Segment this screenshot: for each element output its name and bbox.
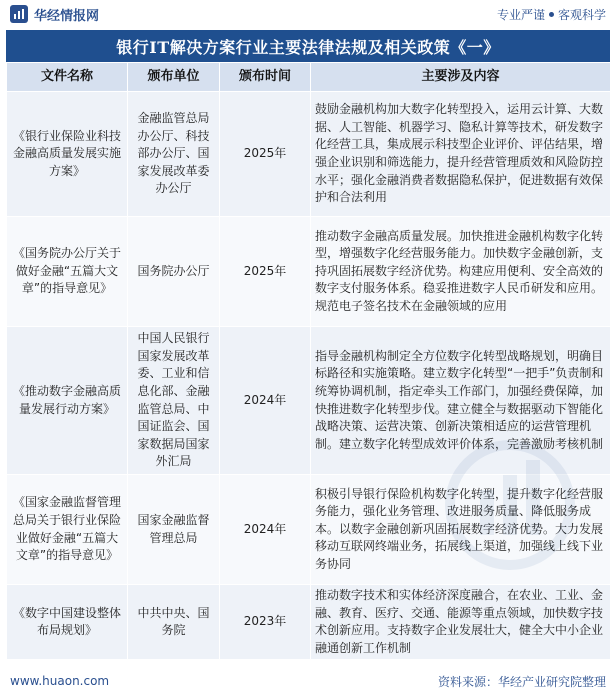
- column-header-issuer: 颁布单位: [128, 63, 220, 92]
- cell-content: 鼓励金融机构加大数字化转型投入，运用云计算、大数据、人工智能、机器学习、隐私计算等技术，研发数字化经营工具，集成展示科技型企业评价、评估结果，增强企业识别和筛选能力，提升经营管理质效和风险防控水平；强化金融消费者数据隐私保护，促进数据有效保护和合法利用: [311, 92, 611, 217]
- footer-source: 资料来源：华经产业研究院整理: [437, 674, 606, 689]
- cell-name: 《国务院办公厅关于做好金融“五篇大文章”的指导意见》: [7, 217, 128, 327]
- table-row: [7, 327, 611, 475]
- cell-content: 推动数字金融高质量发展。加快推进金融机构数字化转型，增强数字化经营服务能力。加快数字金融创新，支持巩固拓展数字经济优势。构建应用便利、安全高效的数字支付服务体系。稳妥推进数字人民币研发和应用。规范电子签名技术在金融领域的应用: [311, 217, 611, 327]
- table-header-row: [7, 63, 611, 92]
- motto: [497, 6, 606, 23]
- column-header-year: 颁布时间: [220, 63, 311, 92]
- top-bar: [0, 0, 616, 28]
- cell-content: 推动数字技术和实体经济深度融合，在农业、工业、金融、教育、医疗、交通、能源等重点领域，加快数字技术创新应用。支持数字企业发展壮大，健全大中小企业融通创新工作机制: [311, 585, 611, 660]
- cell-issuer: 国家金融监督管理总局: [128, 475, 220, 585]
- page-title: 银行IT解决方案行业主要法律法规及相关政策《一》: [6, 30, 610, 62]
- bullet-dot-icon: [549, 12, 554, 17]
- brand[interactable]: [10, 5, 99, 24]
- cell-issuer: 中国人民银行国家发展改革委、工业和信息化部、金融监管总局、中国证监会、国家数据局国家外汇局: [128, 327, 220, 475]
- cell-name: 《银行业保险业科技金融高质量发展实施方案》: [7, 92, 128, 217]
- policy-table: [6, 62, 611, 660]
- footer: [0, 666, 616, 696]
- cell-name: 《国家金融监督管理总局关于银行业保险业做好金融“五篇大文章”的指导意见》: [7, 475, 128, 585]
- cell-year: 2025年: [220, 217, 311, 327]
- cell-year: 2024年: [220, 475, 311, 585]
- cell-year: 2025年: [220, 92, 311, 217]
- cell-issuer: 国务院办公厅: [128, 217, 220, 327]
- column-header-name: 文件名称: [7, 63, 128, 92]
- table-row: [7, 585, 611, 660]
- column-header-content: 主要涉及内容: [311, 63, 611, 92]
- cell-year: 2023年: [220, 585, 311, 660]
- cell-content: 积极引导银行保险机构数字化转型，提升数字化经营服务能力，强化业务管理、改进服务质量、降低服务成本。以数字金融创新巩固拓展数字经济优势。大力发展移动互联网终端业务，拓展线上渠道，加强线上线下业务协同: [311, 475, 611, 585]
- brand-logo-icon: [10, 5, 28, 23]
- cell-year: 2024年: [220, 327, 311, 475]
- table-row: [7, 475, 611, 585]
- footer-url-link[interactable]: www.huaon.com: [10, 674, 110, 688]
- brand-name: 华经情报网: [34, 8, 100, 24]
- cell-content: 指导金融机构制定全方位数字化转型战略规划，明确目标路径和实施策略。建立数字化转型“一把手”负责制和统筹协调机制，指定牵头工作部门，加强经费保障，加快推进数字化转型步伐。建立健全与数据驱动下智能化战略决策、运营决策、创新决策相适应的运营管理机制。建立数字化转型成效评价体系，完善激励考核机制: [311, 327, 611, 475]
- table-row: [7, 217, 611, 327]
- cell-name: 《数字中国建设整体布局规划》: [7, 585, 128, 660]
- motto-part-2: 客观科学: [557, 7, 606, 22]
- cell-issuer: 金融监管总局办公厅、科技部办公厅、国家发展改革委办公厅: [128, 92, 220, 217]
- table-row: [7, 92, 611, 217]
- motto-part-1: 专业严谨: [496, 7, 545, 22]
- cell-name: 《推动数字金融高质量发展行动方案》: [7, 327, 128, 475]
- cell-issuer: 中共中央、国务院: [128, 585, 220, 660]
